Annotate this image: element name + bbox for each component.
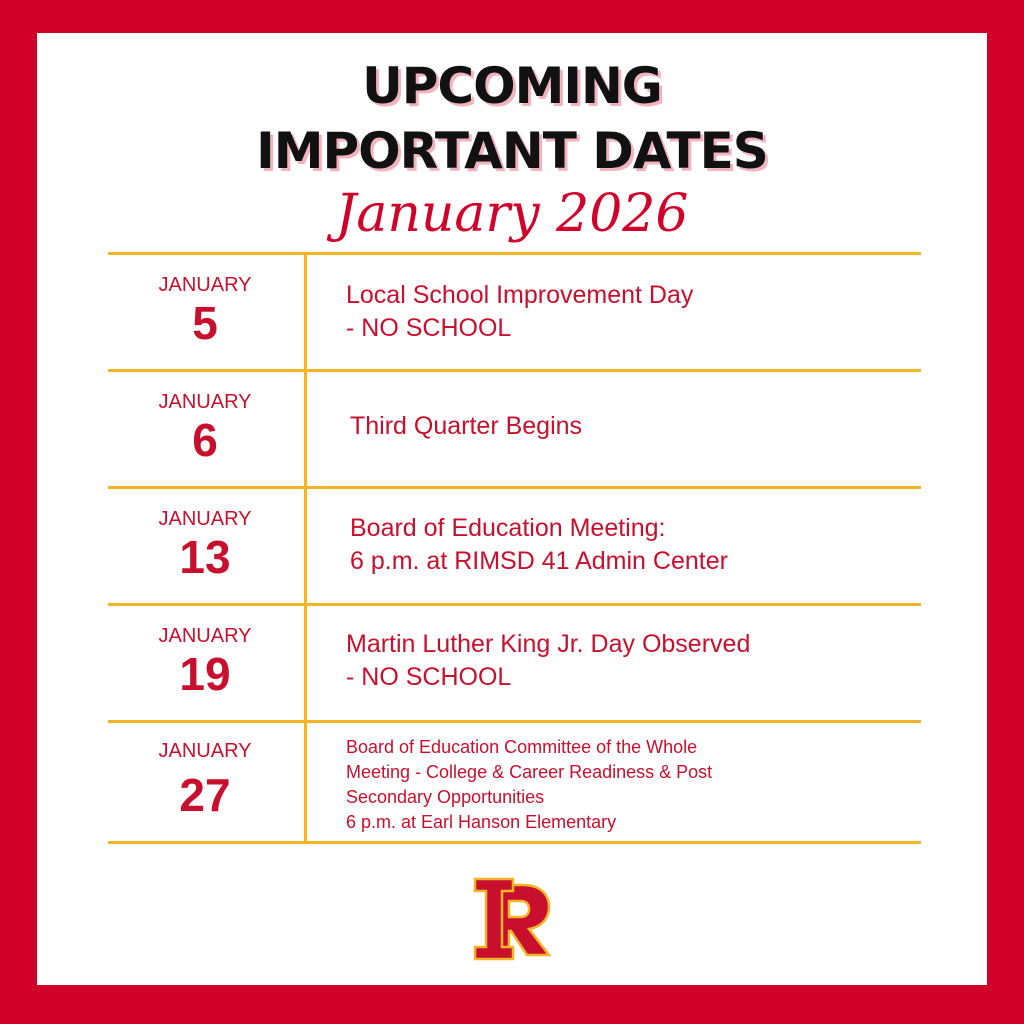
event-line: Secondary Opportunities [346, 787, 545, 807]
table-row [108, 252, 921, 369]
date-cell [108, 624, 302, 700]
event-description [350, 410, 910, 443]
event-line: 6 p.m. at Earl Hanson Elementary [346, 812, 617, 832]
event-line: Board of Education Committee of the Whole [346, 737, 698, 757]
table-row [108, 720, 921, 841]
event-line: Third Quarter Begins [350, 412, 583, 440]
date-month: JANUARY [158, 274, 252, 296]
date-month: JANUARY [158, 625, 252, 647]
rock-island-ir-logo-icon [471, 875, 553, 963]
date-day: 13 [179, 531, 231, 583]
table-row [108, 369, 921, 486]
event-line: Martin Luther King Jr. Day Observed [346, 630, 751, 658]
page-title-line1: UPCOMING [362, 57, 662, 115]
date-cell [108, 739, 302, 821]
table-divider [108, 841, 921, 844]
month-subtitle: January 2026 [335, 184, 689, 244]
event-line: - NO SCHOOL [346, 663, 512, 691]
event-line: Local School Improvement Day [346, 281, 694, 309]
dates-table [108, 252, 921, 844]
date-month: JANUARY [158, 508, 252, 530]
event-description [346, 735, 906, 835]
table-row [108, 486, 921, 603]
event-line: 6 p.m. at RIMSD 41 Admin Center [350, 547, 728, 575]
date-day: 6 [192, 414, 218, 466]
announcement-card [37, 33, 987, 985]
date-cell [108, 273, 302, 349]
event-description [350, 512, 910, 578]
event-line: Board of Education Meeting: [350, 514, 666, 542]
date-day: 5 [192, 297, 218, 349]
event-description [346, 628, 906, 694]
event-description [346, 279, 906, 345]
event-line: Meeting - College & Career Readiness & Post [346, 762, 713, 782]
date-day: 19 [179, 648, 231, 700]
date-cell [108, 507, 302, 583]
date-cell [108, 390, 302, 466]
event-line: - NO SCHOOL [346, 314, 512, 342]
date-month: JANUARY [158, 391, 252, 413]
date-day: 27 [179, 769, 231, 821]
table-row [108, 603, 921, 720]
date-month: JANUARY [158, 740, 252, 762]
page-title-line2: IMPORTANT DATES [256, 122, 768, 180]
